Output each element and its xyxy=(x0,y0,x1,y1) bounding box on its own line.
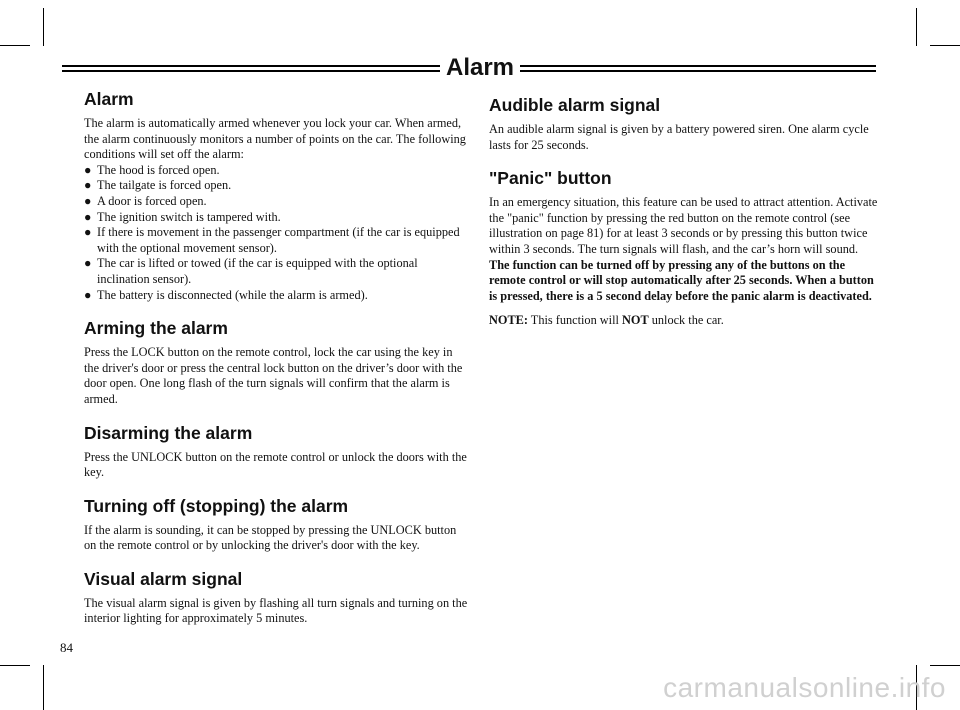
section-body: Press the LOCK button on the remote control, lock the car using the key in the driver's door or press the central lock button on the driver’s door with the door open. One long flash of the turn signals will confirm that the alarm is armed. xyxy=(84,345,463,406)
page-header xyxy=(0,52,960,84)
section-heading: Turning off (stopping) the alarm xyxy=(84,495,349,516)
section-turning-off xyxy=(84,495,468,554)
crop-mark xyxy=(0,45,30,46)
bullet-icon: ● xyxy=(84,256,92,271)
bullet-icon: ● xyxy=(84,209,92,224)
page-title: Alarm xyxy=(440,54,520,81)
crop-mark xyxy=(916,8,917,46)
section-body: An audible alarm signal is given by a battery powered siren. One alarm cycle lasts for 25 seconds. xyxy=(489,122,869,152)
section-body: In an emergency situation, this feature can be used to attract attention. Activate the "panic" function by pressing the red button on the remote control (see illustration on page 81) for at least 3 seconds or by pressing this button twice within 3 seconds. The turn signals will flash, and the car’s horn will sound. xyxy=(489,195,878,256)
condition-list xyxy=(84,163,468,303)
section-heading: Disarming the alarm xyxy=(84,422,253,443)
crop-mark xyxy=(930,665,960,666)
right-column xyxy=(489,94,879,343)
section-heading: Audible alarm signal xyxy=(489,95,661,115)
bullet-icon: ● xyxy=(84,193,92,208)
list-item: ● The battery is disconnected (while the alarm is armed). xyxy=(84,287,368,302)
section-body: The alarm is automatically armed whenever you lock your car. When armed, the alarm continuously monitors a number of points on the car. The following conditions will set off the alarm: xyxy=(84,116,466,162)
section-heading: Alarm xyxy=(84,89,134,109)
bullet-icon: ● xyxy=(84,178,92,193)
left-column xyxy=(84,88,468,641)
list-item: ● The car is lifted or towed (if the car is equipped with the optional inclination sensor). xyxy=(84,256,418,286)
section-body: Press the UNLOCK button on the remote control or unlock the doors with the key. xyxy=(84,449,467,480)
section-heading: Arming the alarm xyxy=(84,318,228,339)
watermark: carmanualsonline.info xyxy=(663,672,946,703)
bullet-icon: ● xyxy=(84,162,92,177)
section-bold-body: The function can be turned off by pressing any of the buttons on the remote control or will stop automatically after 25 seconds. When a button is pressed, there is a 5 second delay before the panic alarm is deactivated. xyxy=(489,257,874,303)
page-number: 84 xyxy=(60,640,73,655)
crop-mark xyxy=(930,45,960,46)
note-strong: NOT xyxy=(622,313,649,328)
section-body: The visual alarm signal is given by flashing all turn signals and turning on the interior lighting for approximately 5 minutes. xyxy=(84,595,468,626)
bullet-icon: ● xyxy=(84,225,92,240)
crop-mark xyxy=(43,8,44,46)
section-audible xyxy=(489,94,879,153)
crop-mark xyxy=(0,665,30,666)
crop-mark xyxy=(43,665,44,710)
list-item: ● The ignition switch is tampered with. xyxy=(84,209,281,224)
list-item: ● The hood is forced open. xyxy=(84,162,220,177)
section-body: If the alarm is sounding, it can be stopped by pressing the UNLOCK button on the remote control or by unlocking the driver's door with the key. xyxy=(84,522,457,553)
section-visual xyxy=(84,568,468,627)
section-panic xyxy=(489,167,879,329)
list-item: ● The tailgate is forced open. xyxy=(84,178,232,193)
bullet-icon: ● xyxy=(84,287,92,302)
list-item: ● If there is movement in the passenger compartment (if the car is equipped with the optional movement sensor). xyxy=(84,225,460,255)
note: NOTE: This function will NOT unlock the car. xyxy=(489,313,724,328)
note-label: NOTE: xyxy=(489,313,528,328)
section-disarming xyxy=(84,422,468,481)
section-heading: Visual alarm signal xyxy=(84,568,243,589)
section-heading: "Panic" button xyxy=(489,168,612,189)
section-alarm xyxy=(84,88,468,303)
section-arming xyxy=(84,317,468,407)
list-item: ● A door is forced open. xyxy=(84,193,207,208)
